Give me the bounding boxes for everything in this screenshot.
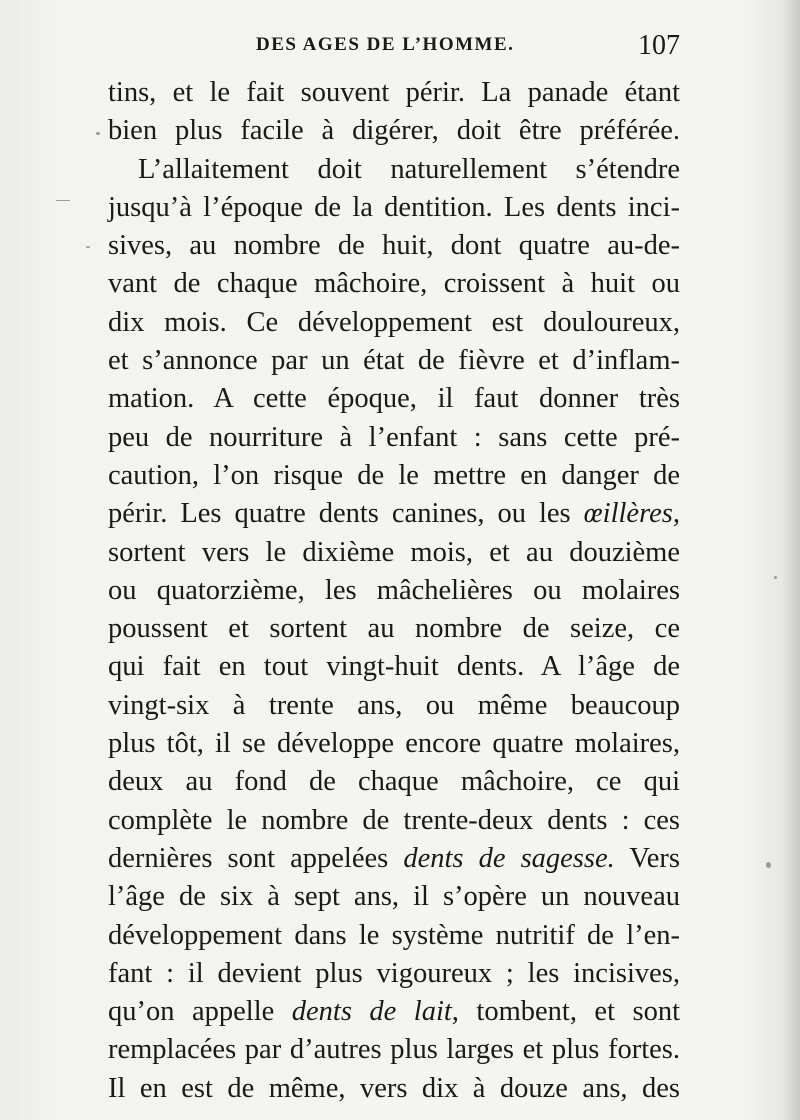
text-line: mation. A cette époque, il faut donner très — [108, 383, 680, 415]
paper-speck — [56, 200, 70, 201]
page-number: 107 — [638, 30, 680, 61]
text-line: et s’annonce par un état de fièvre et d’inflam- — [108, 345, 680, 377]
text-line: fant : il devient plus vigoureux ; les incisives, — [108, 957, 680, 989]
text-line: deux au fond de chaque mâchoire, ce qui — [108, 766, 680, 798]
text-line: sortent vers le dixième mois, et au douzième — [108, 536, 680, 568]
text-line: développement dans le système nutritif de l’en- — [108, 919, 680, 951]
text-line: Il en est de même, vers dix à douze ans, des — [108, 1072, 680, 1104]
text-line — [108, 840, 680, 878]
text-line: l’âge de six à sept ans, il s’opère un nouveau — [108, 881, 680, 913]
text-line — [108, 495, 680, 533]
paper-speck — [86, 246, 90, 248]
text-line: peu de nourriture à l’enfant : sans cette pré- — [108, 421, 680, 453]
text-line — [108, 993, 680, 1031]
text-line: tins, et le fait souvent périr. La panade étant — [108, 77, 680, 108]
text-line: jusqu’à l’époque de la dentition. Les dents inci- — [108, 191, 680, 223]
text-segment: qu’on appelle — [108, 996, 292, 1028]
text-line: vingt-six à trente ans, ou même beaucoup — [108, 689, 680, 721]
text-segment: dernières sont appelées — [108, 842, 404, 874]
page-header — [108, 30, 680, 66]
text-line: vant de chaque mâchoire, croissent à huit ou — [108, 268, 680, 300]
text-segment: tombent, et sont — [458, 996, 680, 1028]
text-line: caution, l’on risque de le mettre en danger de — [108, 459, 680, 491]
running-head: DES AGES DE L’HOMME. — [256, 34, 515, 55]
italic-dents-de-lait: dents de lait, — [291, 996, 459, 1028]
text-line: dix mois. Ce développement est douloureux, — [108, 306, 680, 338]
paper-speck — [766, 862, 771, 868]
text-line: plus tôt, il se développe encore quatre molaires, — [108, 728, 680, 760]
paper-speck — [774, 576, 777, 579]
text-line: qui fait en tout vingt-huit dents. A l’âge de — [108, 651, 680, 683]
italic-dents-de-sagesse: dents de sagesse. — [403, 842, 615, 874]
text-line: remplacées par d’autres plus larges et plus fortes. — [108, 1034, 680, 1066]
text-line: bien plus facile à digérer, doit être préférée. — [108, 115, 680, 147]
text-line: L’allaitement doit naturellement s’étendre — [138, 153, 680, 185]
text-line: complète le nombre de trente-deux dents : ces — [108, 804, 680, 836]
text-segment: Vers — [614, 842, 680, 874]
text-segment: périr. Les quatre dents canines, ou les — [108, 498, 584, 530]
text-line: ou quatorzième, les mâchelières ou molaires — [108, 574, 680, 606]
text-line: poussent et sortent au nombre de seize, ce — [108, 613, 680, 645]
page-edge-shadow — [782, 0, 800, 1120]
paper-speck — [96, 132, 100, 135]
text-line: sives, au nombre de huit, dont quatre au-de- — [108, 230, 680, 262]
body-text — [108, 74, 680, 1108]
italic-oeilleres: œillères, — [583, 498, 680, 530]
